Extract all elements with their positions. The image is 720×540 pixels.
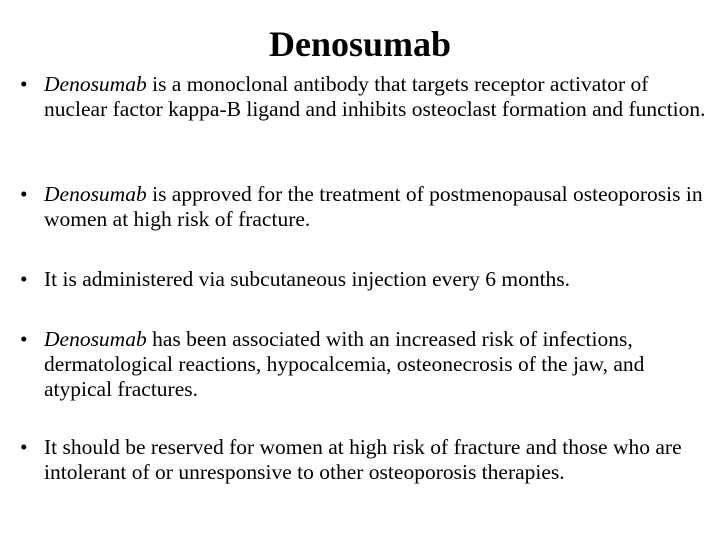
- bullet-marker: •: [20, 435, 28, 459]
- bullet-marker: •: [20, 182, 28, 206]
- bullet-marker: •: [20, 267, 28, 291]
- bullet-text: [44, 182, 710, 232]
- bullet-item: [20, 327, 710, 402]
- bullet-body: has been associated with an increased risk of infections, dermatological reactions, hypocalcemia, osteonecrosis of the jaw, and atypical fractures.: [44, 327, 645, 401]
- bullet-text: [44, 72, 710, 122]
- drug-name: Denosumab: [44, 182, 147, 206]
- bullet-item: [20, 267, 710, 292]
- drug-name: Denosumab: [44, 327, 147, 351]
- bullet-text: [44, 435, 710, 485]
- bullet-item: [20, 435, 710, 485]
- bullet-text: [44, 267, 710, 292]
- bullet-marker: •: [20, 327, 28, 351]
- bullet-item: [20, 182, 710, 232]
- bullet-body: is a monoclonal antibody that targets receptor activator of nuclear factor kappa-B ligand and inhibits osteoclast formation and function.: [44, 72, 706, 121]
- bullet-item: [20, 72, 710, 122]
- slide-title: Denosumab: [268, 24, 452, 64]
- bullet-marker: •: [20, 72, 28, 96]
- bullet-body: is approved for the treatment of postmenopausal osteoporosis in women at high risk of fracture.: [44, 182, 703, 231]
- bullet-body: It should be reserved for women at high risk of fracture and those who are intolerant of or unresponsive to other osteoporosis therapies.: [44, 435, 682, 484]
- bullet-text: [44, 327, 710, 402]
- drug-name: Denosumab: [44, 72, 147, 96]
- bullet-body: It is administered via subcutaneous injection every 6 months.: [44, 267, 571, 291]
